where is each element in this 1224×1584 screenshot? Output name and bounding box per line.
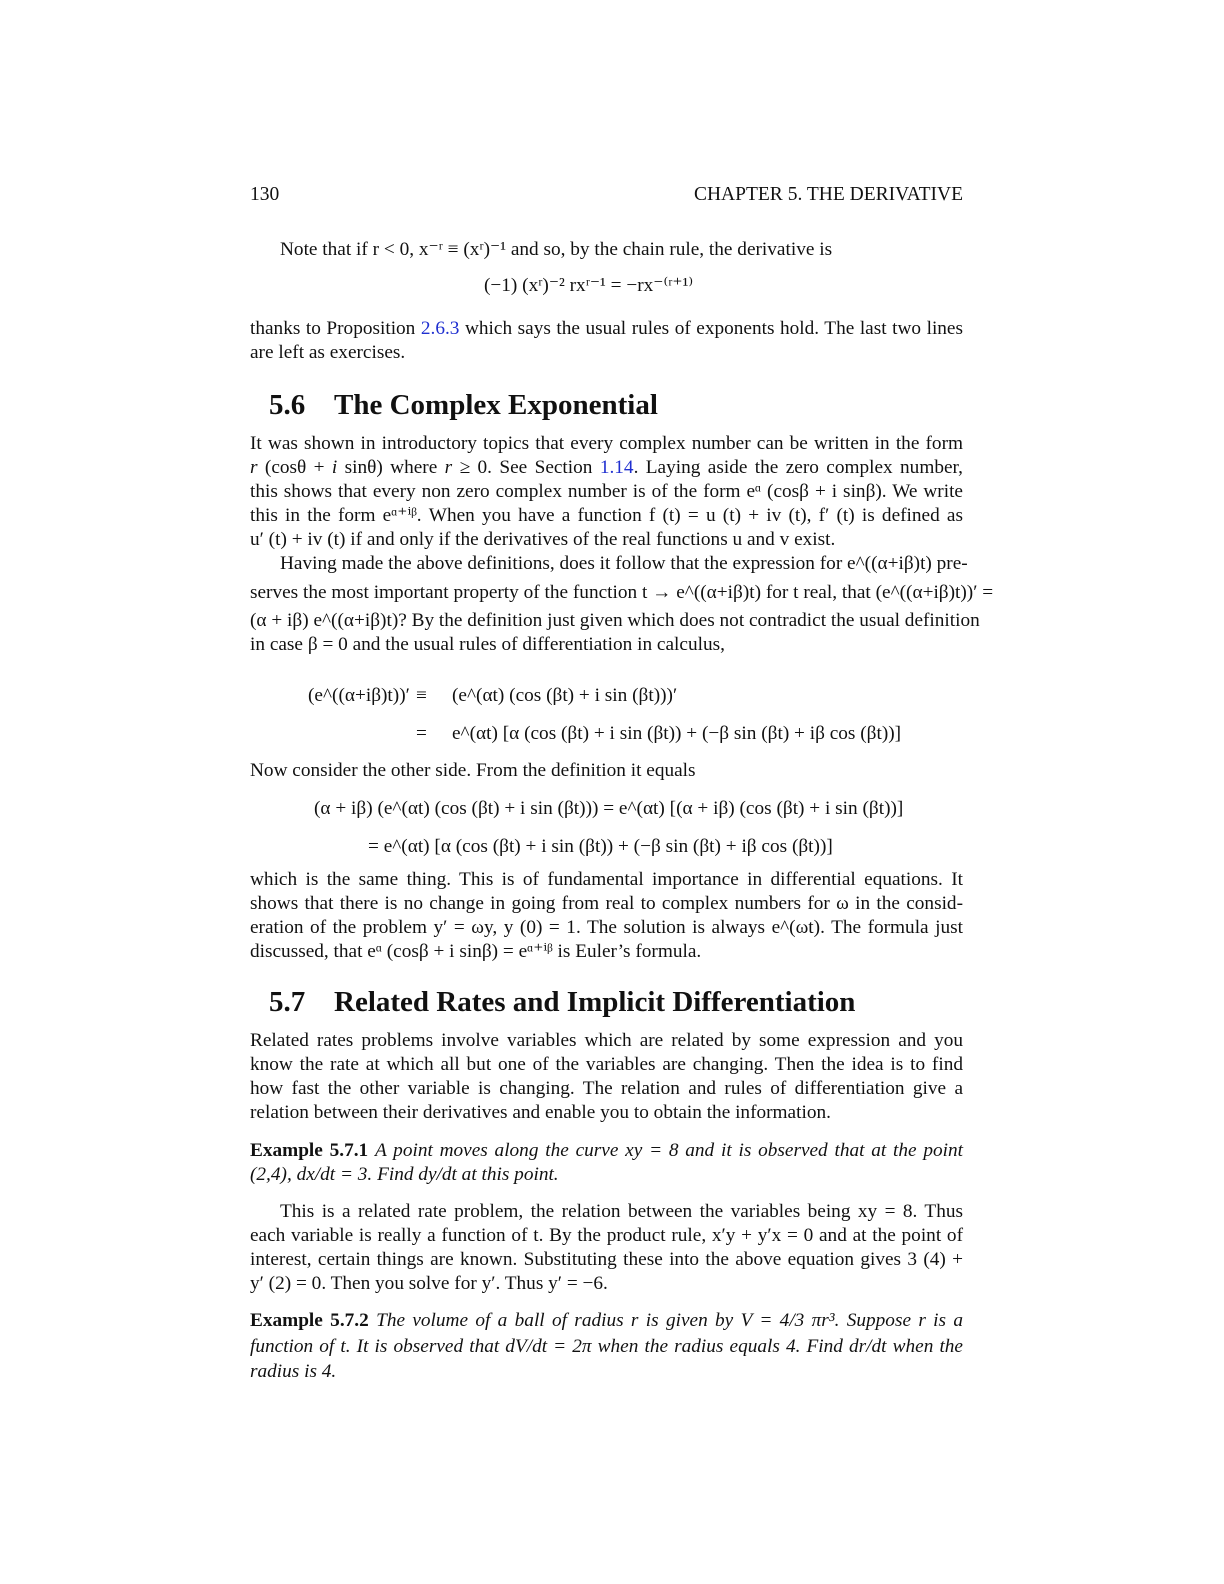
intro-paragraph-cont [250,317,963,365]
section-5-6-paragraph-4 [250,868,963,964]
paragraph-line: this in the form eᵅ⁺ⁱᵝ. When you have a function f (t) = u (t) + iv (t), f′ (t) is defined as [250,505,963,526]
example-line: (2,4), dx/dt = 3. Find dy/dt at this point. [250,1164,559,1185]
page-number: 130 [250,184,280,205]
paragraph-line: y′ (2) = 0. Then you solve for y′. Thus y′ = −6. [250,1273,608,1294]
intro-equation: (−1) (xʳ)⁻² rxʳ⁻¹ = −rx⁻⁽ʳ⁺¹⁾ [484,275,694,296]
paragraph-line: serves the most important property of the function t → e^((α+iβ)t) for t real, that (e^((α+iβ)t))′ = [250,582,994,603]
equals-sign: = [416,723,427,744]
derivative-lhs: (e^((α+iβ)t))′ [308,685,410,706]
derivative-rhs-2: e^(αt) [α (cos (βt) + i sin (βt)) + (−β sin (βt) + iβ cos (βt))] [452,723,902,744]
equiv-sign: ≡ [416,685,427,706]
paragraph-line: each variable is really a function of t. By the product rule, x′y + y′x = 0 and at the point of [250,1225,963,1246]
example-line: Example 5.7.1 A point moves along the curve xy = 8 and it is observed that at the point [250,1140,963,1161]
section-heading-5-7 [269,985,855,1019]
paragraph-line: It was shown in introductory topics that every complex number can be written in the form [250,433,963,454]
paragraph-line: Having made the above definitions, does it follow that the expression for e^((α+iβ)t) pre- [280,553,968,574]
paragraph-line: (α + iβ) e^((α+iβ)t)? By the definition just given which does not contradict the usual definition [250,610,980,631]
section-link[interactable]: 1.14 [599,457,634,478]
section-5-6-paragraph-2 [250,552,994,657]
proposition-link[interactable]: 2.6.3 [420,318,460,339]
document-page [250,0,994,1584]
section-5-6-paragraph-3 [250,759,963,783]
other-side-eq-2: = e^(αt) [α (cos (βt) + i sin (βt)) + (−β sin (βt) + iβ cos (βt))] [368,836,833,857]
intro-line-1: Note that if r < 0, x⁻ʳ ≡ (xʳ)⁻¹ and so, by the chain rule, the derivative is [280,239,833,260]
paragraph-line: Now consider the other side. From the definition it equals [250,760,696,781]
paragraph-line: which is the same thing. This is of fundamental importance in differential equations. It [250,869,963,890]
paragraph-line: know the rate at which all but one of the variables are changing. Then the idea is to find [250,1054,963,1075]
paragraph-line: eration of the problem y′ = ωy, y (0) = 1. The solution is always e^(ωt). The formula just [250,917,963,938]
paragraph-line: discussed, that eᵅ (cosβ + i sinβ) = eᵅ⁺ⁱᵝ is Euler’s formula. [250,941,702,962]
paragraph-line: r (cosθ + i sinθ) where r ≥ 0. See Section 1.14. Laying aside the zero complex number, [250,457,963,478]
example-label: Example 5.7.1 [250,1140,369,1161]
section-number: 5.7 [269,986,306,1018]
example-line: radius is 4. [250,1361,337,1382]
example-5-7-2 [250,1309,963,1384]
example-5-7-1 [250,1139,963,1187]
section-number: 5.6 [269,389,306,421]
paragraph-line: this shows that every non zero complex number is of the form eᵅ (cosβ + i sinβ). We write [250,481,963,502]
paragraph-line: how fast the other variable is changing. The relation and rules of differentiation give a [250,1078,963,1099]
section-title: Related Rates and Implicit Differentiation [334,986,856,1018]
example-label: Example 5.7.2 [250,1310,369,1331]
intro-paragraph [250,238,963,262]
section-title: The Complex Exponential [334,389,658,421]
intro-line-3: are left as exercises. [250,342,406,363]
paragraph-line: relation between their derivatives and enable you to obtain the information. [250,1102,831,1123]
paragraph-line: interest, certain things are known. Substituting these into the above equation gives 3 (4) + [250,1249,963,1270]
section-heading-5-6 [269,388,658,422]
derivative-rhs-1: (e^(αt) (cos (βt) + i sin (βt)))′ [452,685,678,706]
paragraph-line: Related rates problems involve variables which are related by some expression and you [250,1030,963,1051]
section-5-7-paragraph-1 [250,1029,963,1125]
other-side-eq-1: (α + iβ) (e^(αt) (cos (βt) + i sin (βt))) = e^(αt) [(α + iβ) (cos (βt) + i sin (βt))] [314,798,904,819]
example-line: function of t. It is observed that dV/dt = 2π when the radius equals 4. Find dr/dt when the [250,1336,963,1357]
section-5-6-paragraph-1 [250,432,963,552]
paragraph-line: shows that there is no change in going from real to complex numbers for ω in the consid- [250,893,963,914]
example-line: Example 5.7.2 The volume of a ball of radius r is given by V = 4/3 πr³. Suppose r is a [250,1310,964,1331]
paragraph-line: u′ (t) + iv (t) if and only if the derivatives of the real functions u and v exist. [250,529,836,550]
solution-5-7-1 [250,1200,963,1296]
paragraph-line: in case β = 0 and the usual rules of differentiation in calculus, [250,634,725,655]
intro-line-2: thanks to Proposition 2.6.3 which says the usual rules of exponents hold. The last two lines [250,318,963,339]
paragraph-line: This is a related rate problem, the relation between the variables being xy = 8. Thus [280,1201,963,1222]
running-header [250,182,963,208]
chapter-title: CHAPTER 5. THE DERIVATIVE [693,184,963,205]
